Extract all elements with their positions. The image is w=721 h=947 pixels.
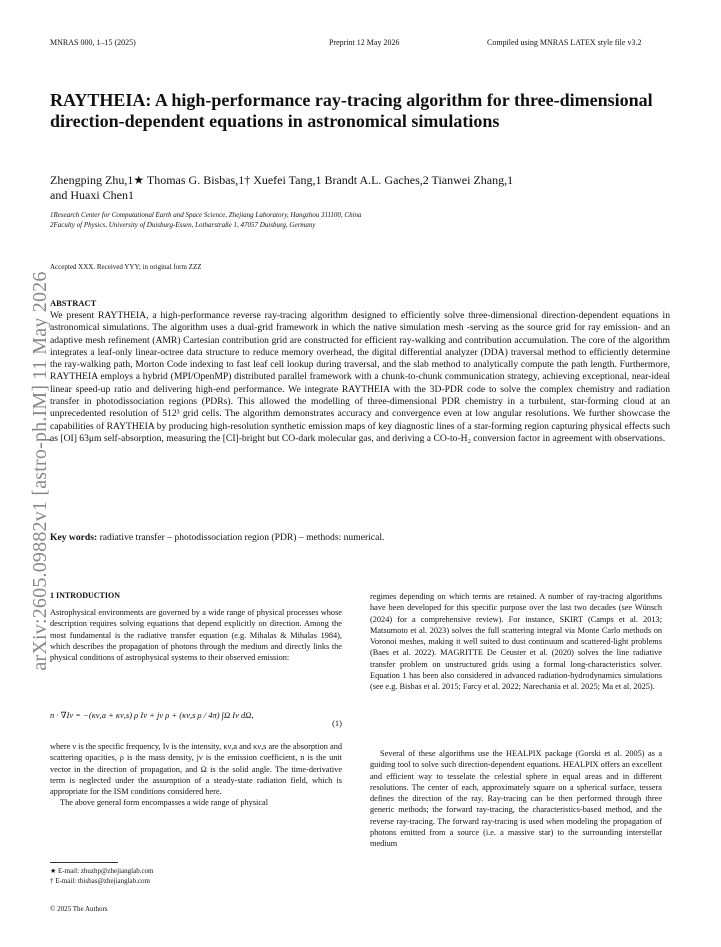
journal-reference: MNRAS 000, 1–15 (2025) — [50, 38, 136, 47]
footnote-2: † E-mail: tbisbas@zhejianglab.com — [50, 877, 150, 885]
paper-title: RAYTHEIA: A high-performance ray-tracing algorithm for three-dimensional direction-dependent equations in astronomical simulations — [50, 90, 653, 131]
footnotes — [50, 866, 154, 886]
keywords-text: radiative transfer – photodissociation region (PDR) – methods: numerical. — [99, 532, 385, 543]
footnote-divider — [50, 862, 118, 863]
affiliation-1: 1Research Center for Computational Earth and Space Science, Zhejiang Laboratory, Hangzhou 311100, China — [50, 211, 362, 219]
equation-body: n · ∇Iν = −(κν,a + κν,s) ρ Iν + jν ρ + (κν,s ρ / 4π) ∫Ω Iν dΩ, — [50, 710, 254, 720]
copyright: © 2025 The Authors — [50, 905, 108, 913]
keywords-label: Key words: — [50, 532, 98, 543]
equation-1 — [50, 710, 342, 736]
affiliations — [50, 210, 670, 230]
abstract-heading: ABSTRACT — [50, 298, 97, 308]
intro-paragraph-2-text: where ν is the specific frequency, Iν is the intensity, κν,a and κν,s are the absorption and scattering opacities, ρ is the mass density, jν is the emission coefficient, n is the unit vector in the direction of propagation, and Ω is the solid angle. The time-derivative term is neglected under the assumption of a steady-state radiation field, which is appropriate for the ISM conditions considered here. — [50, 742, 342, 796]
intro-paragraph-2 — [50, 741, 342, 809]
author-list — [50, 173, 670, 203]
intro-paragraph-3: The above general form encompasses a wide range of physical — [60, 798, 269, 808]
author-line-2: and Huaxi Chen1 — [50, 188, 134, 202]
footnote-1: ★ E-mail: zhuzhp@zhejianglab.com — [50, 867, 154, 875]
intro-paragraph-1: Astrophysical environments are governed by a wide range of physical processes whose description requires solving equations that depend explicitly on direction. Among the most fundamental is the radiative transfer equation (e.g. Mihalas & Mihalas 1984), which describes the propagation of photons through the medium and directly links the physical conditions of astrophysical systems to their observed emission: — [50, 608, 342, 662]
preprint-date: Preprint 12 May 2026 — [329, 38, 400, 47]
keywords — [50, 532, 384, 543]
section-heading: 1 INTRODUCTION — [50, 591, 121, 600]
arxiv-stamp: arXiv:2605.09882v1 [astro-ph.IM] 11 May 2026 — [29, 271, 51, 671]
intro-col2-paragraph-2: Several of these algorithms use the HEALPIX package (Gorski et al. 2005) as a guiding tool to solve such direction-dependent equations. HEALPIX offers an excellent and efficient way to tesselate the celestial sphere in equal areas and in different resolutions. The center of each, approximately square on a spherical surface, tessera defines the direction of the ray. Ray-tracing can be then performed through three generic methods; the forward ray-tracing, the characteristics-based method, and the reverse ray-tracing. The forward ray-tracing is used when modeling the propagation of photons emitted from a source (i.e. a massive star) to the surrounding interstellar medium — [370, 749, 662, 848]
abstract-text: We present RAYTHEIA, a high-performance reverse ray-tracing algorithm designed to efficiently solve three-dimensional direction-dependent equations in astronomical simulations. The algorithm uses a dual-grid framework in which the native simulation mesh -serving as the source grid for ray emission- and an adaptive mesh refinement (AMR) Cartesian contribution grid are constructed for efficient ray-walking and contribution accumulation. The core of the algorithm integrates a leaf-only linear-octree data structure to reduce memory overhead, the digital differential analyzer (DDA) traversal method to efficiently determine the ray-walking path, Morton Code indexing to fast leaf cell lookup during traversal, and the slab method to analytically compute the path length. Furthermore, RAYTHEIA employs a hybrid (MPI/OpenMP) distributed parallel framework with a chunk-to-chunk communication strategy, achieving exceptional, near-ideal linear speed-up ratio and delivering high-end performance. We integrate RAYTHEIA with the 3D-PDR code to solve the complex chemistry and radiation transfer in photodissociation regions (PDRs). This allowed the modelling of three-dimensional PDR chemistry in a turbulent, star-forming cloud at an unprecedented resolution of 512³ grid cells. The algorithm demonstrates accuracy and convergence even at low angular resolutions. We further showcase the capabilities of RAYTHEIA by producing high-resolution synthetic emission maps of key diagnostic lines of a star-forming region capturing physical effects such as [OI] 63μm self-absorption, measuring the [CI]-bright but CO-dark molecular gas, and deriving a CO-to-H₂ conversion factor in agreement with observations. — [50, 310, 670, 444]
compiled-note: Compiled using MNRAS LATEX style file v3.2 — [487, 38, 642, 47]
affiliation-2: 2Faculty of Physics, University of Duisburg-Essen, Lotharstraße 1, 47057 Duisburg, Germany — [50, 221, 316, 229]
equation-number: (1) — [332, 718, 342, 728]
acceptance-note: Accepted XXX. Received YYY; in original form ZZZ — [50, 263, 202, 271]
author-line-1: Zhengping Zhu,1★ Thomas G. Bisbas,1† Xuefei Tang,1 Brandt A.L. Gaches,2 Tianwei Zhang,1 — [50, 173, 514, 187]
intro-col2-paragraph-1: regimes depending on which terms are retained. A number of ray-tracing algorithms have been developed for this specific purpose over the last two decades (see Wünsch (2024) for a comprehensive review). For instance, SKIRT (Camps et al. 2013; Matsumoto et al. 2023) solves the full scattering integral via Monte Carlo methods on Voronoi meshes, making it well suited to dust continuum and scattered-light problems (Baes et al. 2022). MAGRITTE De Ceuster et al. (2020) solves the line radiative transfer problem on unstructured grids using a formal long-characteristics solver. Equation 1 has been also considered in advanced radiation-hydrodynamics simulations (see e.g. Bisbas et al. 2015; Farcy et al. 2022; Narechania et al. 2025; Ma et al. 2025). — [370, 592, 662, 691]
